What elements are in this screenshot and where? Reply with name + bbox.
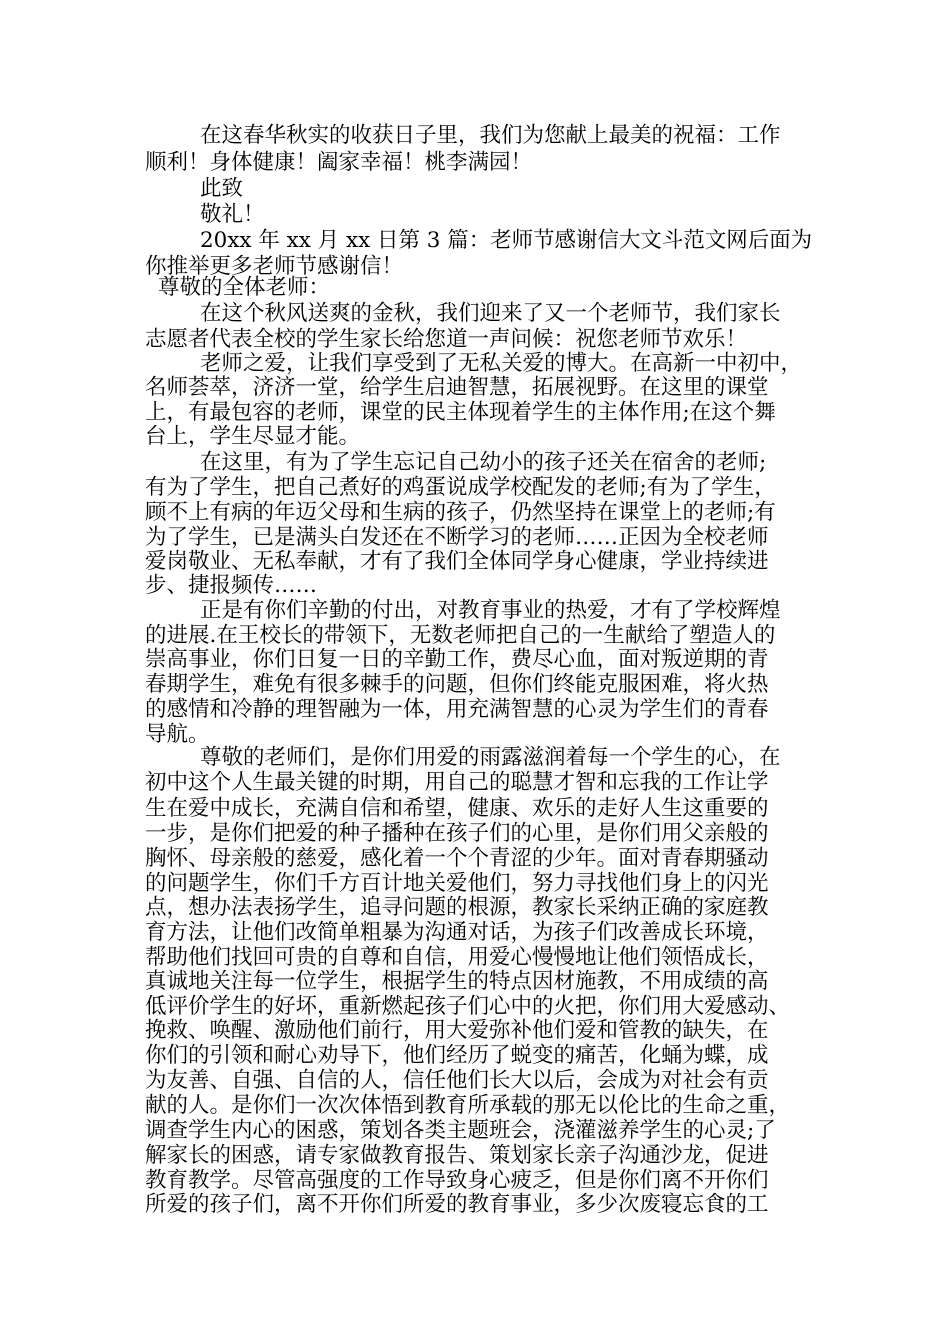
text-line: 有为了学生，把自己煮好的鸡蛋说成学校配发的老师;有为了学生， [145, 475, 776, 500]
text-line: 台上，学生尽显才能。 [145, 424, 361, 449]
text-line: 此致 [200, 176, 244, 201]
text-line: 初中这个人生最关键的时期，用自己的聪慧才智和忘我的工作让学 [145, 770, 769, 795]
text-line: 在这个秋风送爽的金秋，我们迎来了又一个老师节，我们家长 [200, 301, 781, 326]
text-line: 育方法，让他们改简单粗暴为沟通对话，为孩子们改善成长环境， [145, 920, 769, 945]
text-line: 的感情和冷静的理智融为一体，用充满智慧的心灵为学生们的青春 [145, 697, 769, 722]
text-line: 春期学生，难免有很多棘手的问题，但你们终能克服困难，将火热 [145, 672, 769, 697]
text-line: 步、捷报频传…… [145, 573, 318, 598]
text-line: 胸怀、母亲般的慈爱，感化着一个个青涩的少年。面对青春期骚动 [145, 846, 769, 871]
text-line: 老师之爱，让我们享受到了无私关爱的博大。在高新一中初中， [200, 351, 803, 376]
salutation: 尊敬的全体老师： [158, 275, 331, 300]
text-line: 真诚地关注每一位学生，根据学生的特点因材施教，不用成绩的高 [145, 969, 769, 994]
text-line: 献的人。是你们一次次体悟到教育所承载的那无以伦比的生命之重， [145, 1093, 791, 1118]
text-line: 正是有你们辛勤的付出，对教育事业的热爱，才有了学校辉煌 [200, 598, 781, 623]
text-line: 生在爱中成长，充满自信和希望，健康、欢乐的走好人生这重要的 [145, 796, 769, 821]
text-line: 在这里，有为了学生忘记自己幼小的孩子还关在宿舍的老师; [200, 450, 767, 475]
text-line: 低评价学生的好坏，重新燃起孩子们心中的火把，你们用大爱感动、 [145, 994, 791, 1019]
text-line: 调查学生内心的困惑，策划各类主题班会，浇灌滋养学生的心灵;了 [145, 1118, 776, 1143]
text-line: 20xx 年 xx 月 xx 日第 3 篇：老师节感谢信大文斗范文网后面为 [200, 228, 813, 253]
text-line: 为友善、自强、自信的人，信任他们长大以后，会成为对社会有贡 [145, 1068, 769, 1093]
text-line: 教育教学。尽管高强度的工作导致身心疲乏，但是你们离不开你们 [145, 1168, 769, 1193]
text-line: 上，有最包容的老师，课堂的民主体现着学生的主体作用;在这个舞 [145, 400, 776, 425]
text-line: 帮助他们找回可贵的自尊和自信，用爱心慢慢地让他们领悟成长， [145, 945, 769, 970]
text-line: 尊敬的老师们，是你们用爱的雨露滋润着每一个学生的心，在 [200, 745, 781, 770]
text-line: 在这春华秋实的收获日子里，我们为您献上最美的祝福：工作 [200, 123, 781, 148]
text-line: 志愿者代表全校的学生家长给您道一声问候：祝您老师节欢乐！ [145, 327, 748, 352]
text-line: 顾不上有病的年迈父母和生病的孩子，仍然坚持在课堂上的老师;有 [145, 500, 776, 525]
text-line: 你们的引领和耐心劝导下，他们经历了蜕变的痛苦，化蛹为蝶，成 [145, 1043, 769, 1068]
text-line: 所爱的孩子们，离不开你们所爱的教育事业，多少次废寝忘食的工 [145, 1192, 769, 1217]
text-line: 你推举更多老师节感谢信！ [145, 254, 404, 279]
text-line: 爱岗敬业、无私奉献，才有了我们全体同学身心健康，学业持续进 [145, 549, 769, 574]
text-line: 挽救、唤醒、激励他们前行，用大爱弥补他们爱和管教的缺失，在 [145, 1018, 769, 1043]
text-line: 解家长的困惑，请专家做教育报告、策划家长亲子沟通沙龙，促进 [145, 1143, 769, 1168]
text-line: 敬礼！ [200, 202, 265, 227]
text-line: 崇高事业，你们日复一日的辛勤工作，费尽心血，面对叛逆期的青 [145, 647, 769, 672]
text-line: 的问题学生，你们千方百计地关爱他们，努力寻找他们身上的闪光 [145, 871, 769, 896]
text-line: 名师荟萃，济济一堂，给学生启迪智慧，拓展视野。在这里的课堂 [145, 375, 769, 400]
text-line: 导航。 [145, 722, 210, 747]
text-line: 顺利！身体健康！阖家幸福！桃李满园！ [145, 150, 533, 175]
text-line: 为了学生，已是满头白发还在不断学习的老师……正因为全校老师 [145, 525, 769, 550]
text-line: 的进展.在王校长的带领下，无数老师把自己的一生献给了塑造人的 [145, 623, 776, 648]
text-line: 一步，是你们把爱的种子播种在孩子们的心里，是你们用父亲般的 [145, 821, 769, 846]
text-line: 点，想办法表扬学生，追寻问题的根源，教家长采纳正确的家庭教 [145, 895, 769, 920]
